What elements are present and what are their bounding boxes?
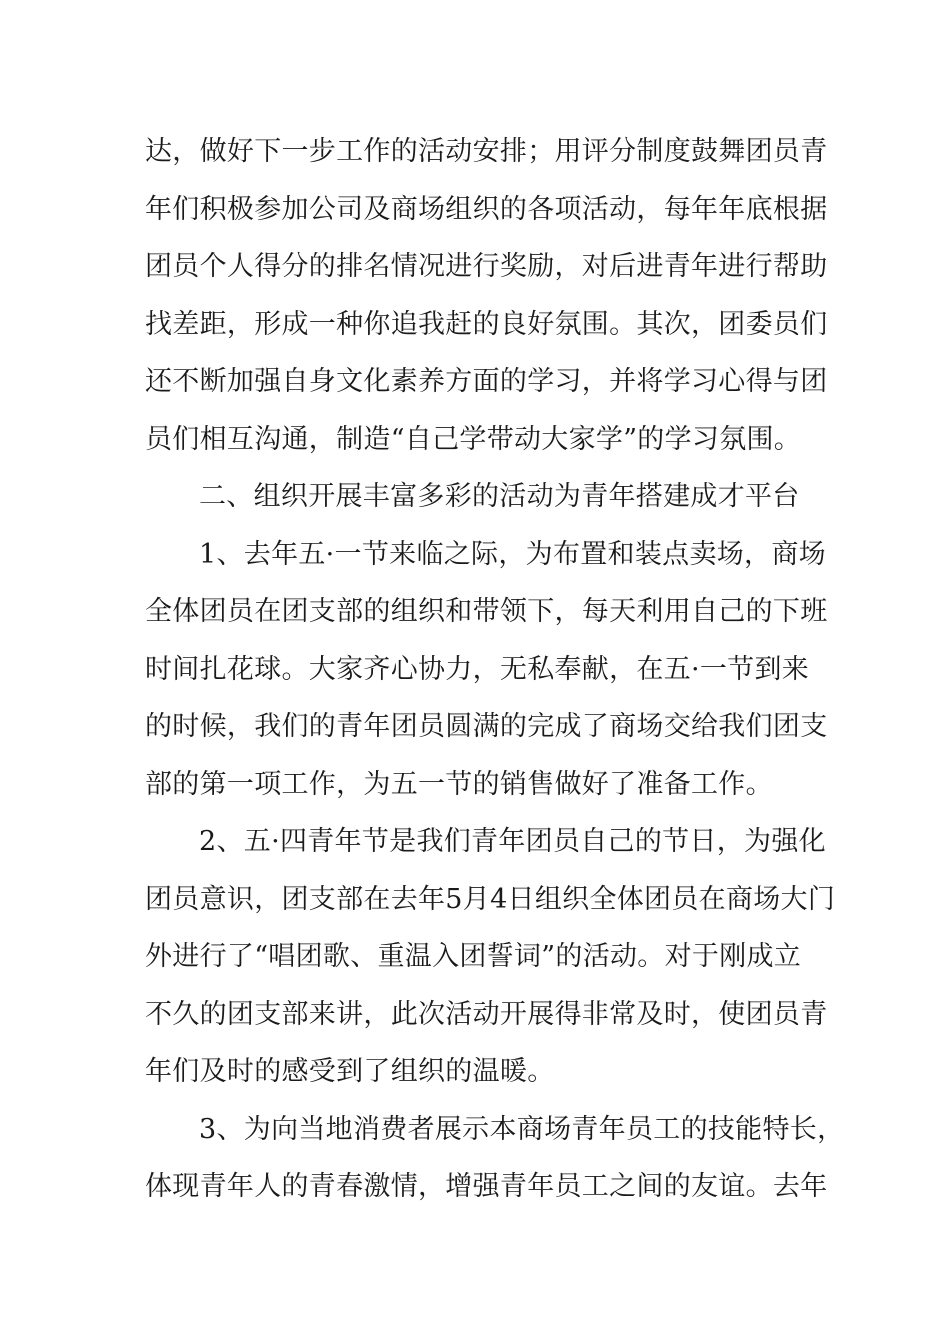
text-line: 全体团员在团支部的组织和带领下，每天利用自己的下班 bbox=[145, 596, 828, 627]
text-line: 达，做好下一步工作的活动安排；用评分制度鼓舞团员青 bbox=[145, 136, 828, 167]
text-line: 时间扎花球。大家齐心协力，无私奉献，在五·一节到来 bbox=[145, 653, 810, 685]
text-line: 3、为向当地消费者展示本商场青年员工的技能特长， bbox=[199, 1113, 845, 1145]
text-line: 团员个人得分的排名情况进行奖励，对后进青年进行帮助 bbox=[145, 251, 828, 282]
text-line: 2、五·四青年节是我们青年团员自己的节日，为强化 bbox=[199, 826, 826, 857]
text-line: 二、组织开展丰富多彩的活动为青年搭建成才平台 bbox=[199, 481, 800, 512]
text-line: 外进行了“唱团歌、重温入团誓词”的活动。对于刚成立 bbox=[145, 941, 802, 972]
text-line: 不久的团支部来讲，此次活动开展得非常及时，使团员青 bbox=[145, 998, 828, 1030]
text-line: 的时候，我们的青年团员圆满的完成了商场交给我们团支 bbox=[145, 711, 828, 742]
text-line: 年们及时的感受到了组织的温暖。 bbox=[145, 1056, 555, 1087]
text-line: 找差距，形成一种你追我赶的良好氛围。其次，团委员们 bbox=[145, 308, 828, 340]
text-line: 1、去年五·一节来临之际，为布置和装点卖场，商场 bbox=[199, 538, 826, 570]
document-body bbox=[145, 123, 845, 1216]
text-line: 部的第一项工作，为五一节的销售做好了准备工作。 bbox=[145, 768, 773, 800]
text-line: 年们积极参加公司及商场组织的各项活动，每年年底根据 bbox=[145, 193, 828, 225]
text-line: 体现青年人的青春激情，增强青年员工之间的友谊。去年 bbox=[145, 1171, 828, 1202]
text-line: 员们相互沟通，制造“自己学带动大家学”的学习氛围。 bbox=[145, 423, 802, 455]
text-line: 团员意识，团支部在去年5月4日组织全体团员在商场大门 bbox=[145, 883, 836, 915]
text-line: 还不断加强自身文化素养方面的学习，并将学习心得与团 bbox=[145, 366, 828, 397]
